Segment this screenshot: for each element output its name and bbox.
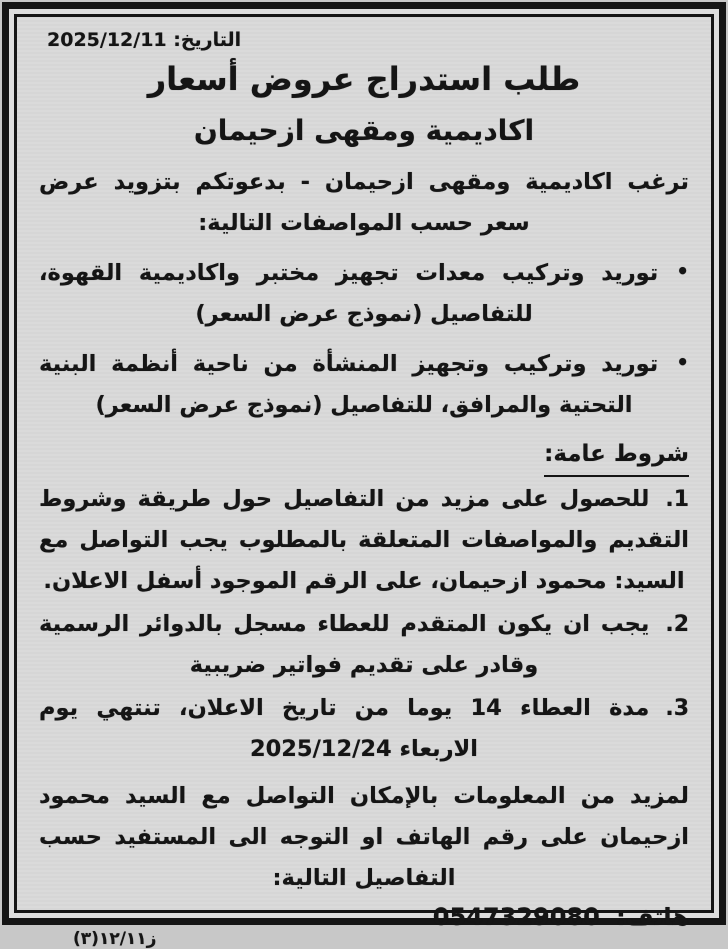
phone-label: هاتف: [616, 902, 689, 931]
item-number: 2. [665, 611, 689, 637]
condition-item [39, 479, 689, 602]
page-title: طلب استدراج عروض أسعار [147, 59, 581, 98]
bullet-item [39, 342, 689, 426]
bullet-item [39, 251, 689, 335]
document-page [14, 14, 714, 949]
date-line: التاريخ: 2025/12/11 [47, 29, 242, 51]
bullet-icon: • [676, 349, 689, 374]
item-text: للحصول على مزيد من التفاصيل حول طريقة وشروط التقديم والمواصفات المتعلقة بالمطلوب يجب التواصل مع السيد: محمود ازحيمان، على الرقم الموجود أسفل الاعلان. [39, 485, 689, 594]
bullet-text: توريد وتركيب وتجهيز المنشأة من ناحية أنظمة البنية التحتية والمرافق، للتفاصيل (نموذج عرض السعر) [39, 350, 659, 418]
footer-paragraph: لمزيد من المعلومات بالإمكان التواصل مع السيد محمود ازحيمان على رقم الهاتف او التوجه الى المستفيد حسب التفاصيل التالية: [39, 782, 689, 891]
condition-item [39, 604, 689, 686]
conditions-heading [39, 434, 689, 477]
condition-item [39, 688, 689, 770]
ad-reference-code: ز١٢/١١(٣) [73, 928, 157, 949]
document-outer-border [2, 2, 726, 949]
bullet-icon: • [676, 258, 689, 283]
phone-number: 0547329080 [432, 902, 600, 931]
item-text: مدة العطاء 14 يوما من تاريخ الاعلان، تنتهي يوم الاربعاء 2025/12/24 [39, 694, 650, 762]
item-number: 3. [665, 695, 689, 721]
item-number: 1. [665, 486, 689, 512]
item-text: يجب ان يكون المتقدم للعطاء مسجل بالدوائر الرسمية وقادر على تقديم فواتير ضريبية [39, 610, 650, 678]
page-subtitle: اكاديمية ومقهى ازحيمان [193, 113, 535, 147]
intro-paragraph: ترغب اكاديمية ومقهى ازحيمان - بدعوتكم بتزويد عرض سعر حسب المواصفات التالية: [39, 168, 689, 236]
conditions-heading-text: شروط عامة: [544, 434, 689, 477]
bullet-text: توريد وتركيب معدات تجهيز مختبر واكاديمية القهوة، للتفاصيل (نموذج عرض السعر) [39, 259, 659, 327]
